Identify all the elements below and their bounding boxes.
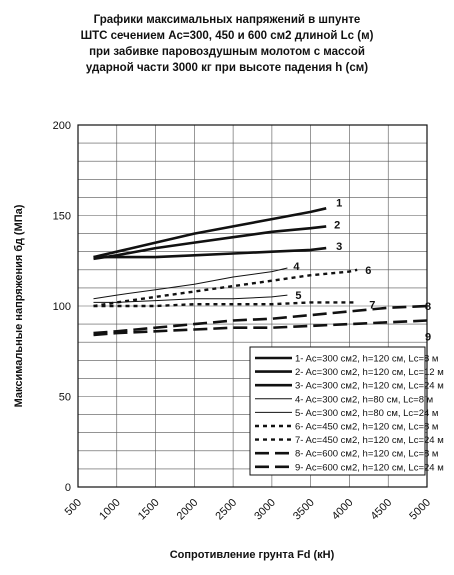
x-tick-label: 2500 [213,496,240,523]
x-tick-label: 1000 [97,496,123,523]
x-tick-label: 5000 [407,496,434,523]
legend-entry-8: 8- Ac=600 см2, h=120 см, Lc=8 м [295,448,439,460]
title-line: ШТС сечением Ac=300, 450 и 600 см2 длиной Lc (м) [80,30,374,42]
x-tick-label: 4000 [329,496,356,523]
curve-labels [293,197,431,343]
legend-entry-4: 4- Ac=300 см2, h=80 см, Lc=8 м [295,394,434,406]
series-line-8 [94,306,428,333]
title-line: ударной части 3000 кг при высоте падения h (см) [85,62,369,74]
y-tick-label: 50 [58,391,71,404]
curve-label-4: 4 [293,260,300,273]
curve-label-7: 7 [369,299,376,312]
series-line-4 [94,268,288,299]
curve-label-8: 8 [425,301,432,313]
legend [250,347,444,475]
x-axis-ticks [63,497,433,523]
y-axis-label: Максимальные напряжения бд (МПа) [13,204,25,408]
y-axis-ticks [53,120,71,494]
legend-entry-9: 9- Ac=600 см2, h=120 см, Lc=24 м [295,462,444,474]
title-line: Графики максимальных напряжений в шпунте [93,14,361,26]
series-line-5 [94,295,288,302]
x-tick-label: 3000 [252,496,279,523]
x-tick-label: 1500 [135,496,162,523]
y-tick-label: 0 [64,482,71,494]
series-line-7 [94,302,358,306]
curve-label-2: 2 [334,219,341,232]
legend-entry-5: 5- Ac=300 см2, h=80 см, Lc=24 м [295,407,439,419]
legend-entry-1: 1- Ac=300 см2, h=120 см, Lc=8 м [295,353,439,365]
curve-label-3: 3 [336,241,343,254]
title-line: при забивке паровоздушным молотом с массой [89,46,365,58]
x-tick-label: 500 [62,496,85,519]
x-axis-label: Сопротивление грунта Fd (кН) [169,549,335,561]
legend-entry-3: 3- Ac=300 см2, h=120 см, Lc=24 м [295,380,444,392]
x-tick-label: 4500 [368,496,395,523]
legend-entry-2: 2- Ac=300 см2, h=120 см, Lc=12 м [295,367,444,379]
curve-label-6: 6 [365,264,372,277]
legend-entry-6: 6- Ac=450 см2, h=120 см, Lc=8 м [295,421,439,433]
curve-label-5: 5 [295,290,302,303]
legend-entry-7: 7- Ac=450 см2, h=120 см, Lc=24 м [295,435,444,447]
y-tick-label: 100 [52,301,71,313]
series-lines [94,208,428,335]
y-tick-label: 150 [52,210,71,223]
y-tick-label: 200 [52,120,71,132]
curve-label-1: 1 [336,197,343,210]
x-tick-label: 3500 [290,496,317,523]
x-tick-label: 2000 [174,496,201,523]
curve-label-9: 9 [425,331,432,344]
